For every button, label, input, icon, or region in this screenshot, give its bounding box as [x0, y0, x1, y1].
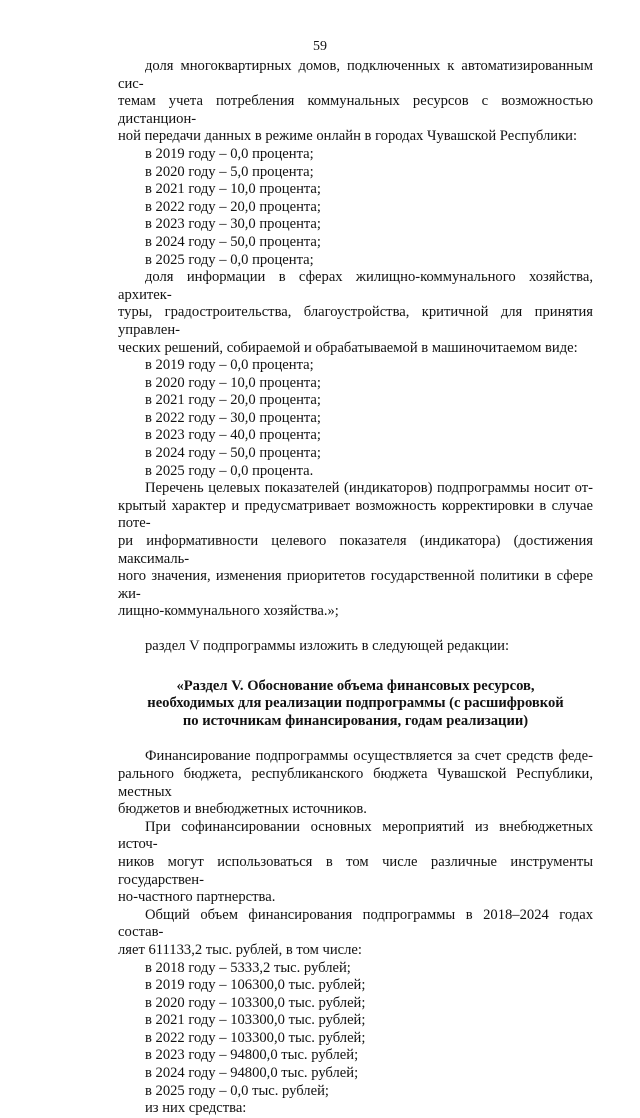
list-item: в 2021 году – 10,0 процента;	[145, 181, 321, 198]
heading-line: необходимых для реализации подпрограммы (с расшифровкой	[147, 695, 564, 712]
list-item: в 2020 году – 10,0 процента;	[145, 374, 321, 391]
text-line: Общий объем финансирования подпрограммы в 2018–2024 годах состав-	[118, 906, 593, 941]
text-line: Перечень целевых показателей (индикаторов) подпрограммы носит от-	[145, 480, 593, 497]
text-line: ческих решений, собираемой и обрабатываемой в машиночитаемом виде:	[118, 339, 578, 356]
paragraph-section-instruction: раздел V подпрограммы изложить в следующей редакции:	[145, 638, 510, 654]
list-item: в 2019 году – 0,0 процента;	[145, 145, 314, 162]
text-line: При софинансировании основных мероприятий из внебюджетных источ-	[118, 818, 593, 853]
list-item: в 2024 году – 50,0 процента;	[145, 233, 321, 250]
text-line: ляет 611133,2 тыс. рублей, в том числе:	[118, 941, 362, 958]
text-line: рального бюджета, республиканского бюджета Чувашской Республики, местных	[118, 765, 593, 800]
list-item: в 2020 году – 5,0 процента;	[145, 163, 314, 180]
text-line: бюджетов и внебюджетных источников.	[118, 801, 367, 818]
text-line: крытый характер и предусматривает возможность корректировки в случае поте-	[118, 497, 593, 532]
paragraph-apartment-share	[118, 58, 593, 146]
text-line: ного значения, изменения приоритетов государственной политики в сфере жи-	[118, 568, 593, 602]
list-item: в 2024 году – 50,0 процента;	[145, 445, 321, 462]
text-line: лищно-коммунального хозяйства.»;	[118, 603, 339, 620]
text-line: но-частного партнерства.	[118, 889, 276, 906]
paragraph-total-volume	[118, 907, 593, 960]
paragraph-of-which: из них средства:	[145, 1100, 247, 1117]
list-item: в 2022 году – 30,0 процента;	[145, 409, 321, 426]
list-item: в 2025 году – 0,0 процента.	[145, 462, 314, 479]
list-item: в 2023 году – 94800,0 тыс. рублей;	[145, 1047, 359, 1064]
list-financing-by-year	[118, 960, 593, 1101]
paragraph-indicators-list	[118, 480, 593, 621]
list-item: в 2023 году – 40,0 процента;	[145, 427, 321, 444]
text-line: ри информативности целевого показателя (индикатора) (достижения максималь-	[118, 533, 593, 567]
list-item: в 2025 году – 0,0 процента;	[145, 251, 314, 268]
list-item: в 2021 году – 103300,0 тыс. рублей;	[145, 1012, 366, 1029]
paragraph-cofinancing	[118, 819, 593, 907]
list-item: в 2019 году – 0,0 процента;	[145, 357, 314, 374]
paragraph-financing-sources	[118, 748, 593, 818]
list-item: в 2024 году – 94800,0 тыс. рублей;	[145, 1065, 359, 1082]
list-item: в 2022 году – 20,0 процента;	[145, 198, 321, 215]
heading-line: «Раздел V. Обоснование объема финансовых ресурсов,	[176, 677, 535, 694]
list-apartment-percent	[118, 146, 593, 269]
heading-line: по источникам финансирования, годам реализации)	[182, 712, 529, 729]
text-line: доля информации в сферах жилищно-коммунального хозяйства, архитек-	[118, 269, 593, 303]
page-content	[118, 58, 593, 1118]
list-item: в 2018 году – 5333,2 тыс. рублей;	[145, 959, 351, 976]
list-information-percent	[118, 357, 593, 480]
text-line: ников могут использоваться в том числе различные инструменты государствен-	[118, 853, 593, 888]
list-item: в 2021 году – 20,0 процента;	[145, 392, 321, 409]
list-item: в 2022 году – 103300,0 тыс. рублей;	[145, 1029, 366, 1046]
section-heading	[118, 678, 593, 731]
text-line: ной передачи данных в режиме онлайн в городах Чувашской Республики:	[118, 128, 578, 145]
list-item: в 2025 году – 0,0 тыс. рублей;	[145, 1082, 329, 1099]
list-item: в 2020 году – 103300,0 тыс. рублей;	[145, 994, 366, 1011]
paragraph-information-share	[118, 269, 593, 357]
list-item: в 2019 году – 106300,0 тыс. рублей;	[145, 977, 366, 994]
text-line: туры, градостроительства, благоустройства, критичной для принятия управлен-	[118, 304, 593, 338]
text-line: темам учета потребления коммунальных ресурсов с возможностью дистанцион-	[118, 93, 593, 127]
page-number: 59	[313, 39, 327, 54]
text-line: доля многоквартирных домов, подключенных к автоматизированным сис-	[118, 58, 593, 92]
list-item: в 2023 году – 30,0 процента;	[145, 216, 321, 233]
text-line: Финансирование подпрограммы осуществляется за счет средств феде-	[145, 748, 593, 765]
